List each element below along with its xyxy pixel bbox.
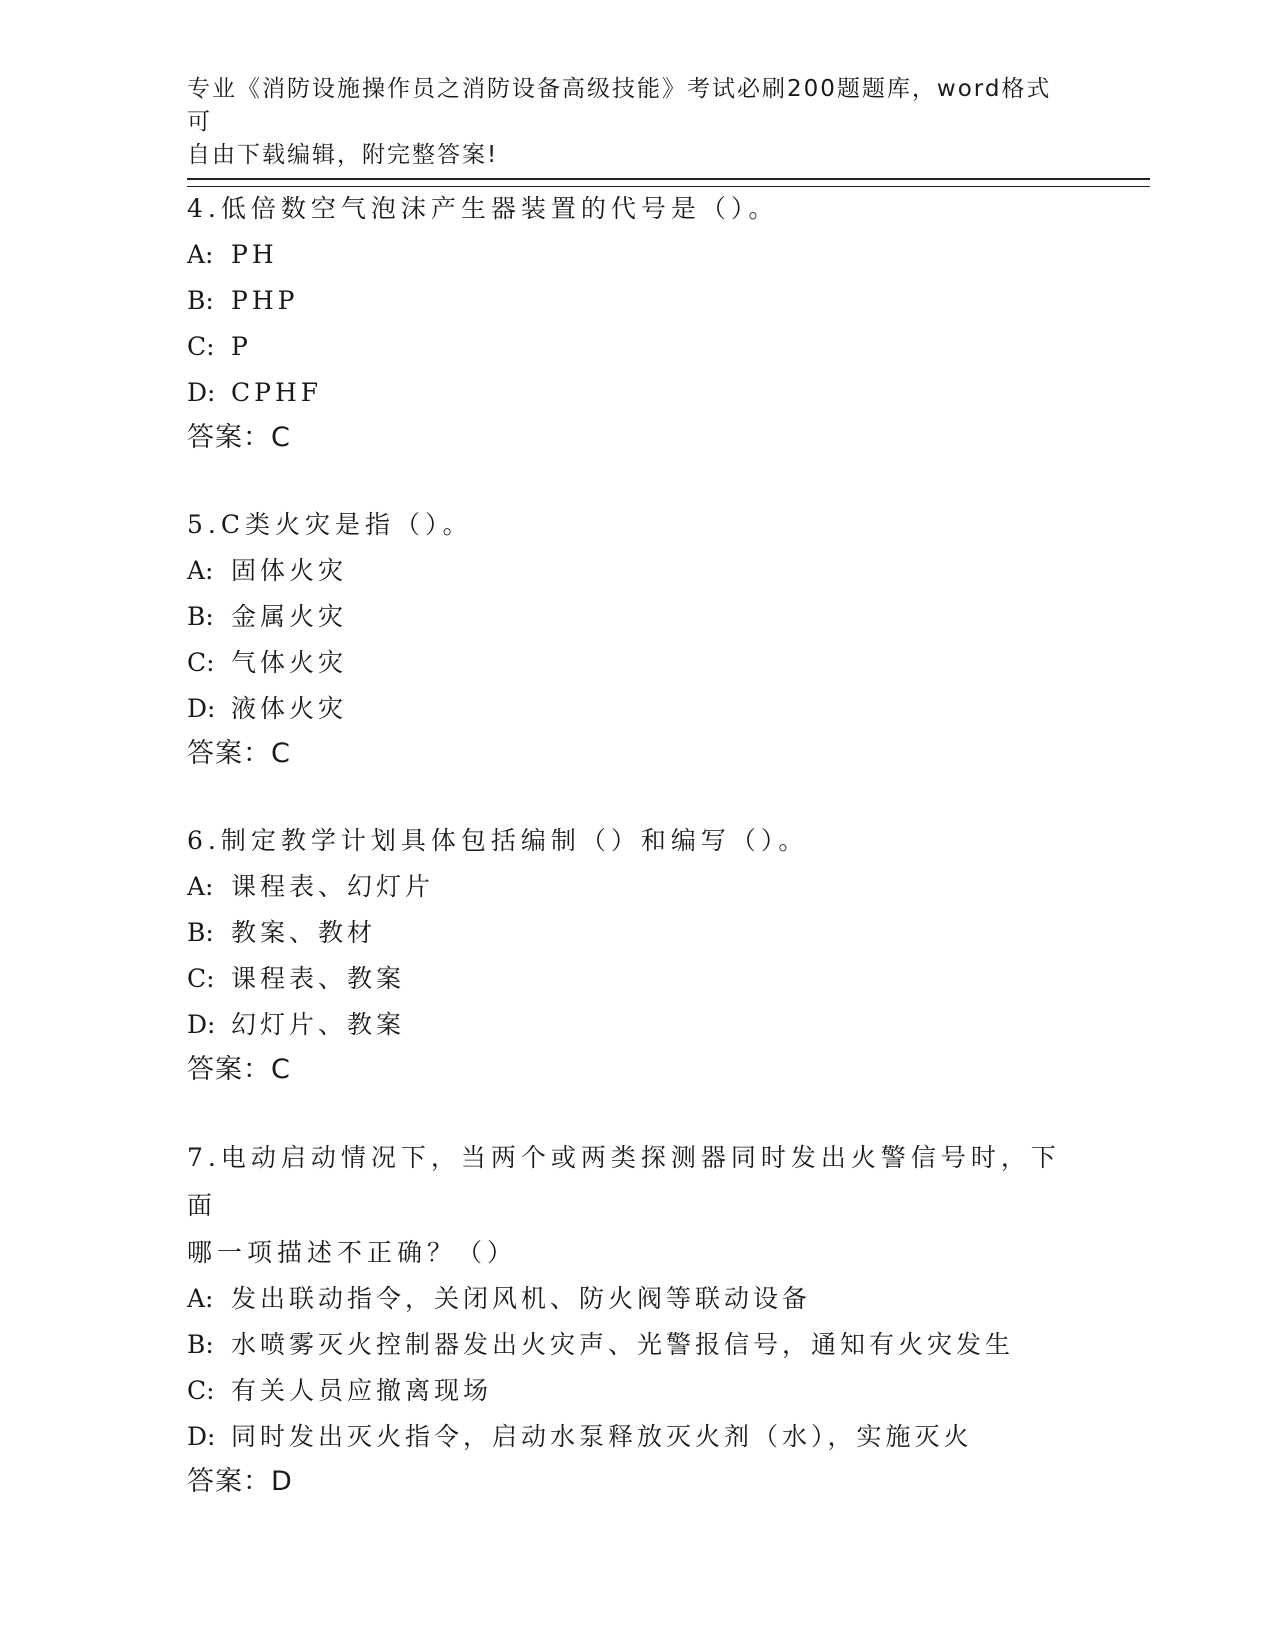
option-a [187,548,1087,594]
answer: 答案：C [187,422,291,453]
option-text: 发出联动指令，关闭风机、防火阀等联动设备 [231,1284,812,1313]
option-text: PHP [231,286,299,315]
option-b [187,594,1087,640]
answer: 答案：D [187,1466,293,1497]
option-key: D: [187,1422,216,1451]
document-header [187,73,1067,172]
option-b [187,278,1087,324]
question-5 [187,502,1087,776]
option-c [187,324,1087,370]
option-text: 有关人员应撤离现场 [231,1376,493,1405]
option-key: C: [187,964,215,993]
option-d [187,370,1087,416]
option-text: 液体火灾 [231,694,348,723]
option-d [187,1414,1087,1460]
header-line-2: 自由下载编辑，附完整答案! [187,142,499,168]
option-text: 课程表、教案 [231,964,406,993]
option-text: 同时发出灭火指令，启动水泵释放灭火剂（水），实施灭火 [231,1422,973,1451]
option-key: B: [187,602,214,631]
option-key: C: [187,648,215,677]
option-text: P [231,332,252,361]
option-d [187,686,1087,732]
answer: 答案：C [187,738,291,769]
option-text: 水喷雾灭火控制器发出火灾声、光警报信号，通知有火灾发生 [231,1330,1015,1359]
option-b [187,910,1087,956]
question-7 [187,1134,1087,1504]
option-key: C: [187,332,215,361]
option-text: 气体火灾 [231,648,348,677]
option-c [187,956,1087,1002]
question-title: 4.低倍数空气泡沫产生器装置的代号是（）。 [187,194,779,223]
option-key: D: [187,1010,216,1039]
option-key: A: [187,1284,214,1313]
option-key: B: [187,286,214,315]
option-d [187,1002,1087,1048]
header-line-1: 专业《消防设施操作员之消防设备高级技能》考试必刷200题题库，word格式可 [187,76,1052,135]
option-a [187,1276,1087,1322]
option-key: D: [187,694,216,723]
question-title: 5.C类火灾是指（）。 [187,510,473,539]
option-key: A: [187,556,214,585]
option-text: 幻灯片、教案 [231,1010,406,1039]
option-a [187,232,1087,278]
option-text: CPHF [231,378,323,407]
option-text: 教案、教材 [231,918,377,947]
option-text: 金属火灾 [231,602,348,631]
option-c [187,640,1087,686]
option-text: 课程表、幻灯片 [231,872,435,901]
answer: 答案：C [187,1054,291,1085]
option-key: A: [187,240,214,269]
option-key: D: [187,378,216,407]
option-a [187,864,1087,910]
option-b [187,1322,1087,1368]
option-key: C: [187,1376,215,1405]
question-4 [187,186,1087,460]
question-title-line-2: 哪一项描述不正确？（） [187,1238,518,1267]
question-title-line-1: 7.电动启动情况下，当两个或两类探测器同时发出火警信号时，下面 [187,1143,1061,1220]
option-text: PH [231,240,278,269]
option-key: B: [187,918,214,947]
question-title: 6.制定教学计划具体包括编制（）和编写（）。 [187,826,809,855]
question-6 [187,818,1087,1092]
option-key: A: [187,872,214,901]
option-text: 固体火灾 [231,556,348,585]
option-key: B: [187,1330,214,1359]
option-c [187,1368,1087,1414]
